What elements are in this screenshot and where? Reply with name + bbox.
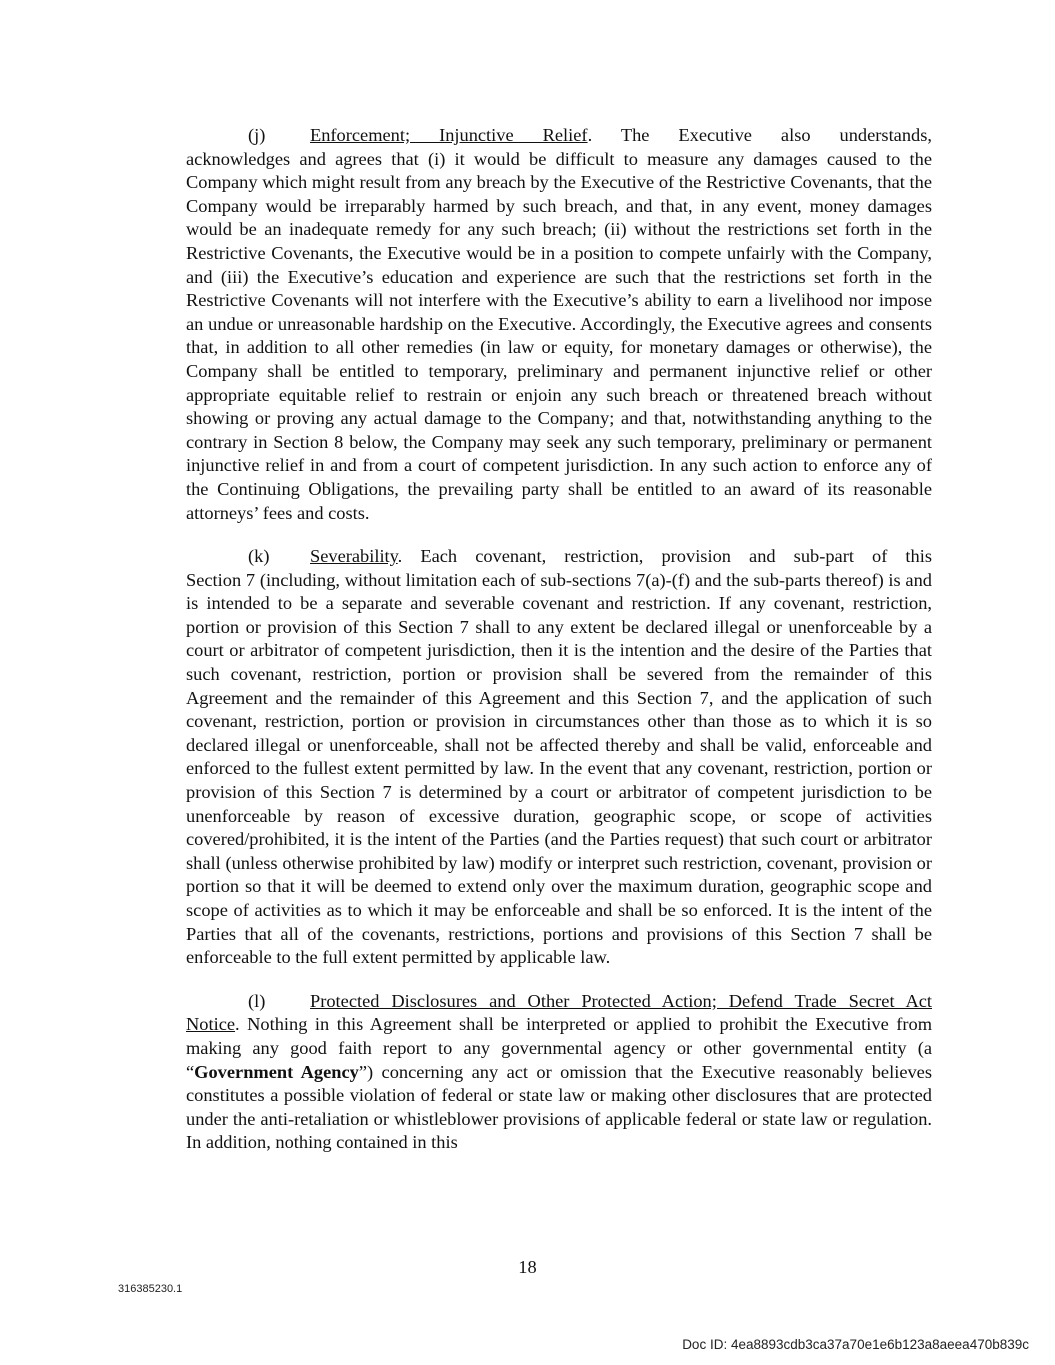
section-l-label: (l) xyxy=(248,990,266,1011)
document-code: 316385230.1 xyxy=(118,1283,183,1295)
section-k-body: Section 7 (including, without limitation each of sub-sections 7(a)-(f) and the sub-parts thereof) is and is intended to be a separate and severable covenant and restriction. If any covenant, restriction, portion or provision of this Section 7 shall to any extent be declared illegal or unenforceable by a court or arbitrator of competent jurisdiction, then it is the intention and the desire of the Parties that such covenant, restriction, portion or provision shall be severed from the remainder of this Agreement and the remainder of this Agreement and this Section 7, and the application of such covenant, restriction, portion or provision in circumstances other than those as to which it is so declared illegal or unenforceable, shall not be affected thereby and shall be valid, enforceable and enforced to the fullest extent permitted by law. In the event that any covenant, restriction, portion or provision of this Section 7 is determined by a court or arbitrator of competent jurisdiction to be unenforceable by reason of excessive duration, geographic scope, or scope of activities covered/prohibited, it is the intent of the Parties (and the Parties request) that such court or arbitrator shall (unless otherwise prohibited by law) modify or interpret such restriction, covenant, provision or portion so that it will be deemed to extend only over the maximum duration, geographic scope and scope of activities as to which it may be enforceable and shall be so enforced. It is the intent of the Parties that all of the covenants, restrictions, portions and provisions of this Section 7 shall be enforceable to the full extent permitted by applicable law. xyxy=(186,569,932,968)
section-j-first-line xyxy=(186,124,932,148)
defined-term-government-agency: Government Agency xyxy=(194,1061,359,1082)
section-j-heading-punct: . xyxy=(587,125,593,145)
section-k-label: (k) xyxy=(248,546,270,567)
section-k xyxy=(186,545,932,970)
document-body xyxy=(186,124,932,1175)
section-j-heading: Enforcement; Injunctive Relief xyxy=(310,125,588,145)
section-l-first-line xyxy=(186,990,932,1014)
section-k-first-line-tail: Each covenant, restriction, provision and sub-part of this xyxy=(402,546,932,567)
page-number: 18 xyxy=(518,1257,537,1277)
section-l xyxy=(186,990,932,1155)
doc-id: Doc ID: 4ea8893cdb3ca37a70e1e6b123a8aeea470b839c xyxy=(682,1337,1029,1352)
section-l-body-start: Nothing in this Agreement shall be interpreted or applied to prohibit the Executive from making any good faith report to any governmental agency or other governmental entity (a “ xyxy=(186,1014,932,1082)
section-j-label: (j) xyxy=(248,125,266,145)
section-l-heading-punct: . xyxy=(235,1014,240,1035)
section-j-body: acknowledges and agrees that (i) it would be difficult to measure any damages caused to the Company which might result from any breach by the Executive of the Restrictive Covenants, that the Company would be irreparably harmed by such breach, and that, in any event, money damages would be an inadequate remedy for any such breach; (ii) without the restrictions set forth in the Restrictive Covenants, the Executive would be in a position to compete unfairly with the Company, and (iii) the Executive’s education and experience are such that the restrictions set forth in the Restrictive Covenants will not interfere with the Executive’s ability to earn a livelihood nor impose an undue or unreasonable hardship on the Executive. Accordingly, the Executive agrees and consents that, in addition to all other remedies (in law or equity, for monetary damages or otherwise), the Company shall be entitled to temporary, preliminary and permanent injunctive relief or other appropriate equitable relief to restrain or enjoin any such breach or threatened breach without showing or proving any actual damage to the Company; and that, notwithstanding anything to the contrary in Section 8 below, the Company may seek any such temporary, preliminary or permanent injunctive relief in and from a court of competent jurisdiction. In any such action to enforce any of the Continuing Obligations, the prevailing party shall be entitled to an award of its reasonable attorneys’ fees and costs. xyxy=(186,148,932,523)
section-l-heading-cont: Notice xyxy=(186,1014,236,1035)
section-k-heading-punct: . xyxy=(397,546,403,567)
section-j-first-line-tail: The Executive also understands, xyxy=(592,125,932,145)
section-k-heading: Severability xyxy=(310,546,398,567)
section-l-heading: Protected Disclosures and Other Protected Action; Defend Trade Secret Act xyxy=(310,990,932,1011)
section-k-first-line xyxy=(186,545,932,569)
section-j xyxy=(186,124,932,525)
section-l-body-end: ”) concerning any act or omission that the Executive reasonably believes constitutes a possible violation of federal or state law or making other disclosures that are protected under the anti-retaliation or whistleblower provisions of applicable federal or state law or regulation. In addition, nothing contained in this xyxy=(186,1061,932,1153)
